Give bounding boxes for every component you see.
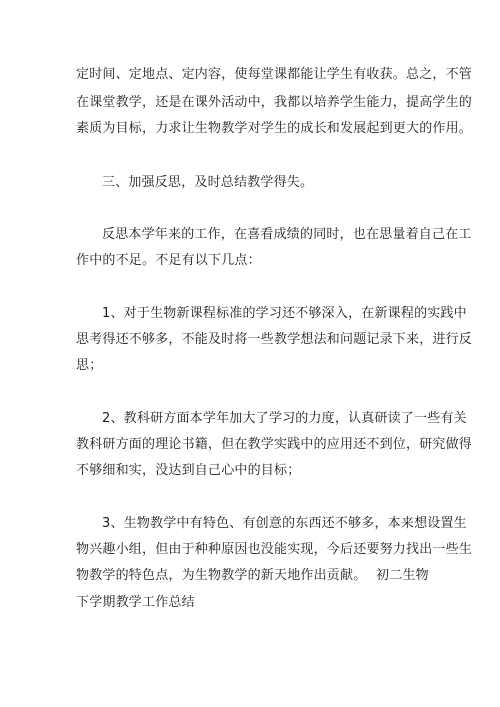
list-item-line: 思； [76,358,103,373]
list-item-line: 不够细和实，没达到自己心中的目标； [76,463,301,478]
paragraph-line: 在课堂教学，还是在课外活动中，我都以培养学生能力，提高学生的 [76,95,473,110]
paragraph-line: 素质为目标，力求让生物教学对学生的成长和发展起到更大的作用。 [76,121,473,136]
list-item-line: 2、教科研方面本学年加大了学习的力度，认真研读了一些有关 [102,411,467,426]
list-item-line: 物教学的特色点，为生物教学的新天地作出贡献。 [76,568,367,583]
section-heading: 三、加强反思，及时总结教学得失。 [102,175,314,190]
title-fragment: 下学期教学工作总结 [76,595,195,610]
list-item-line: 物兴趣小组，但由于种种原因也没能实现，今后还要努力找出一些生 [76,542,473,557]
paragraph-line: 定时间、定地点、定内容，使每堂课都能让学生有收获。总之，不管 [76,67,473,82]
list-item-line: 教科研方面的理论书籍，但在教学实践中的应用还不到位，研究做得 [76,437,473,452]
list-item-line: 3、生物教学中有特色、有创意的东西还不够多，本来想设置生 [102,516,467,531]
paragraph-line: 反思本学年来的工作，在喜看成绩的同时，也在思量着自己在工 [102,227,472,242]
list-item-line: 1、对于生物新课程标准的学习还不够深入，在新课程的实践中 [102,306,467,321]
paragraph-line: 作中的不足。不足有以下几点： [76,253,261,268]
title-fragment: 初二生物 [376,568,429,583]
list-item-line: 思考得还不够多，不能及时将一些教学想法和问题记录下来，进行反 [76,332,473,347]
